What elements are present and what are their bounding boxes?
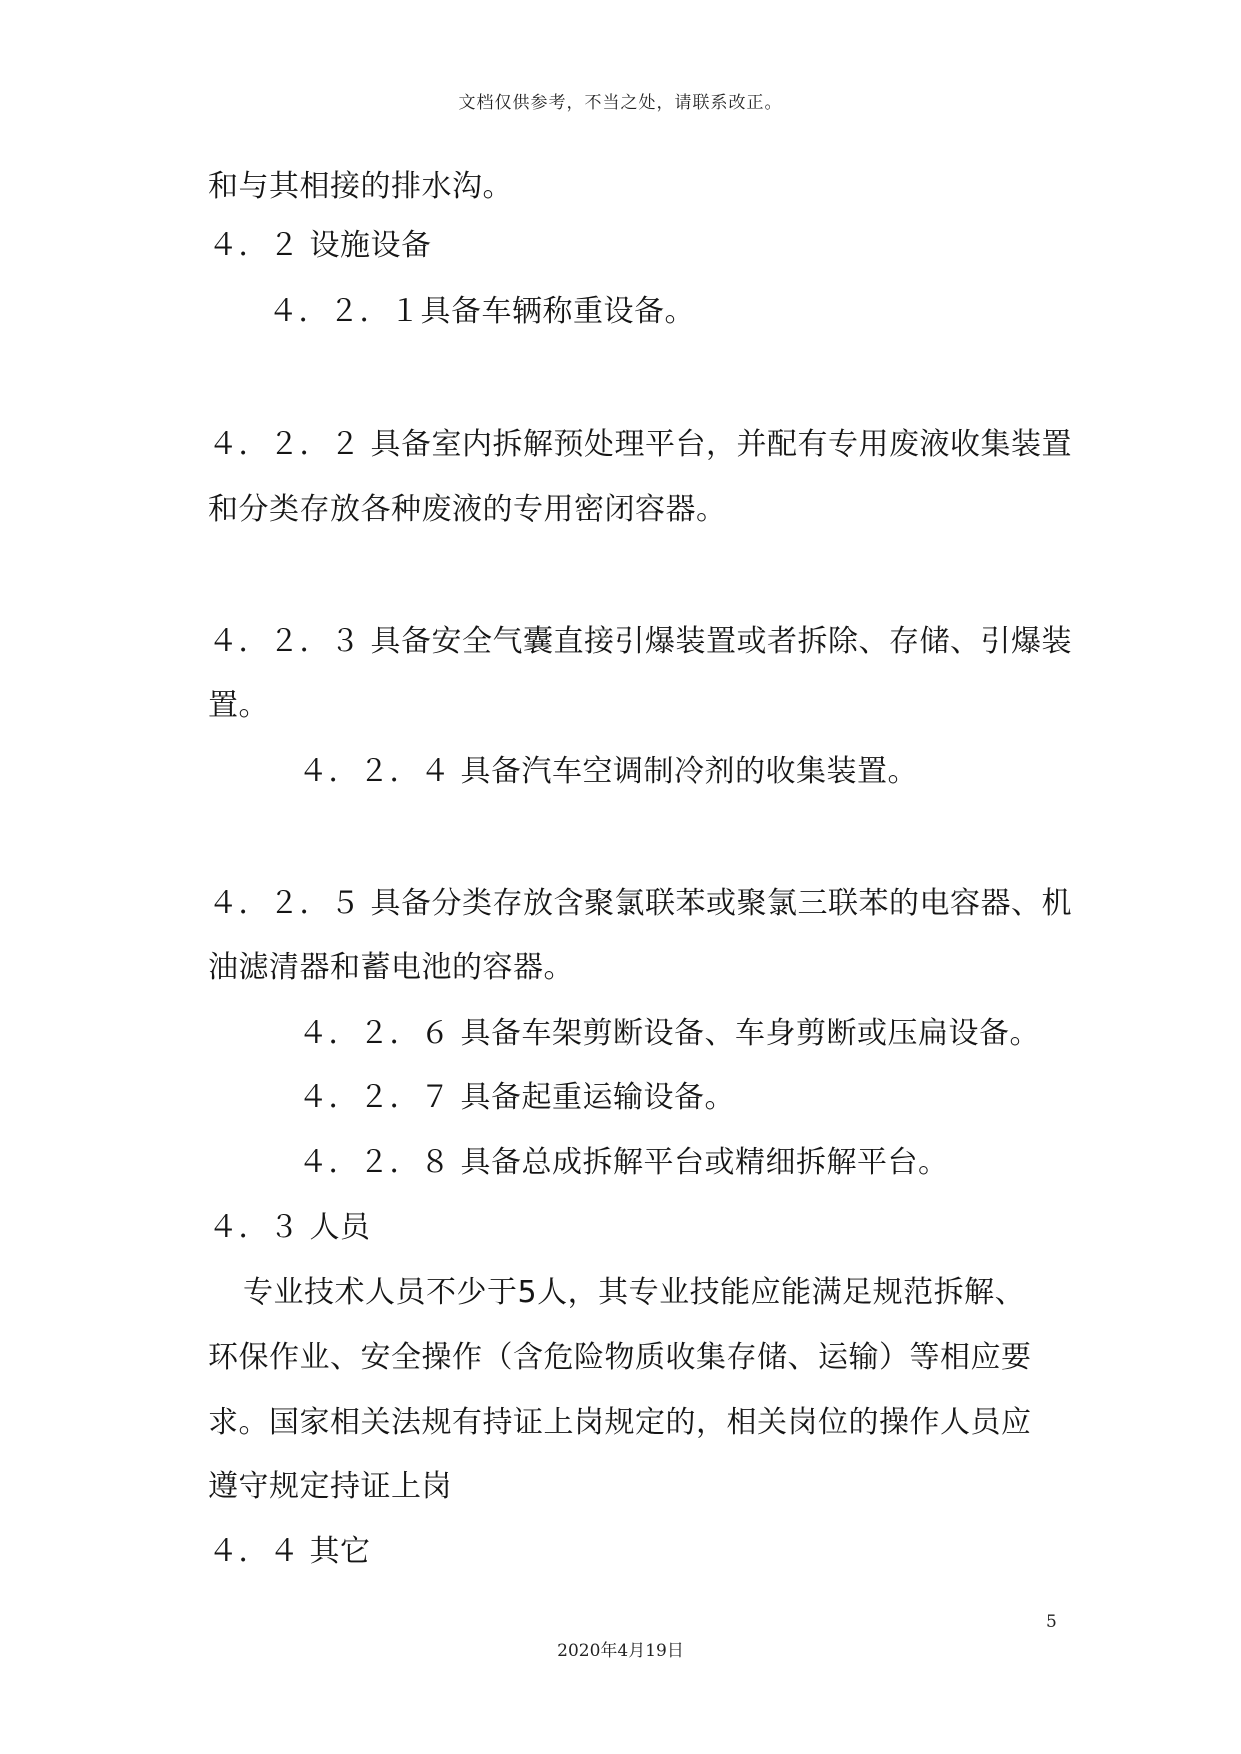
section-heading: ４．４ 其它 <box>208 1534 371 1569</box>
body-line: 和与其相接的排水沟。 <box>208 169 513 204</box>
body-line: 置。 <box>208 688 269 723</box>
body-line: 遵守规定持证上岗 <box>208 1469 452 1504</box>
body-line: 和分类存放各种废液的专用密闭容器。 <box>208 492 727 527</box>
body-line: ４．２．４ 具备汽车空调制冷剂的收集装置。 <box>298 754 919 789</box>
body-line: 环保作业、安全操作（含危险物质收集存储、运输）等相应要 <box>208 1340 1032 1375</box>
body-line: ４．２．６ 具备车架剪断设备、车身剪断或压扁设备。 <box>298 1016 1041 1051</box>
section-heading: ４．３ 人员 <box>208 1210 371 1245</box>
body-line: ４．２．２ 具备室内拆解预处理平台，并配有专用废液收集装置 <box>208 427 1073 462</box>
body-line: ４．２．８ 具备总成拆解平台或精细拆解平台。 <box>298 1145 949 1180</box>
header-note: 文档仅供参考，不当之处，请联系改正。 <box>458 93 783 113</box>
body-line: 油滤清器和蓄电池的容器。 <box>208 950 574 985</box>
section-heading: ４．２ 设施设备 <box>208 228 432 263</box>
page-number: 5 <box>1046 1612 1057 1632</box>
body-line: 专业技术人员不少于5人，其专业技能应能满足规范拆解、 <box>243 1275 1026 1310</box>
footer-date: 2020年4月19日 <box>557 1641 684 1661</box>
body-line: ４．２．３ 具备安全气囊直接引爆装置或者拆除、存储、引爆装 <box>208 624 1073 659</box>
body-line: ４．２．７ 具备起重运输设备。 <box>298 1080 736 1115</box>
body-line: 求。国家相关法规有持证上岗规定的，相关岗位的操作人员应 <box>208 1405 1032 1440</box>
body-line: ４．２．１具备车辆称重设备。 <box>268 294 695 329</box>
body-line: ４．２．５ 具备分类存放含聚氯联苯或聚氯三联苯的电容器、机 <box>208 886 1073 921</box>
